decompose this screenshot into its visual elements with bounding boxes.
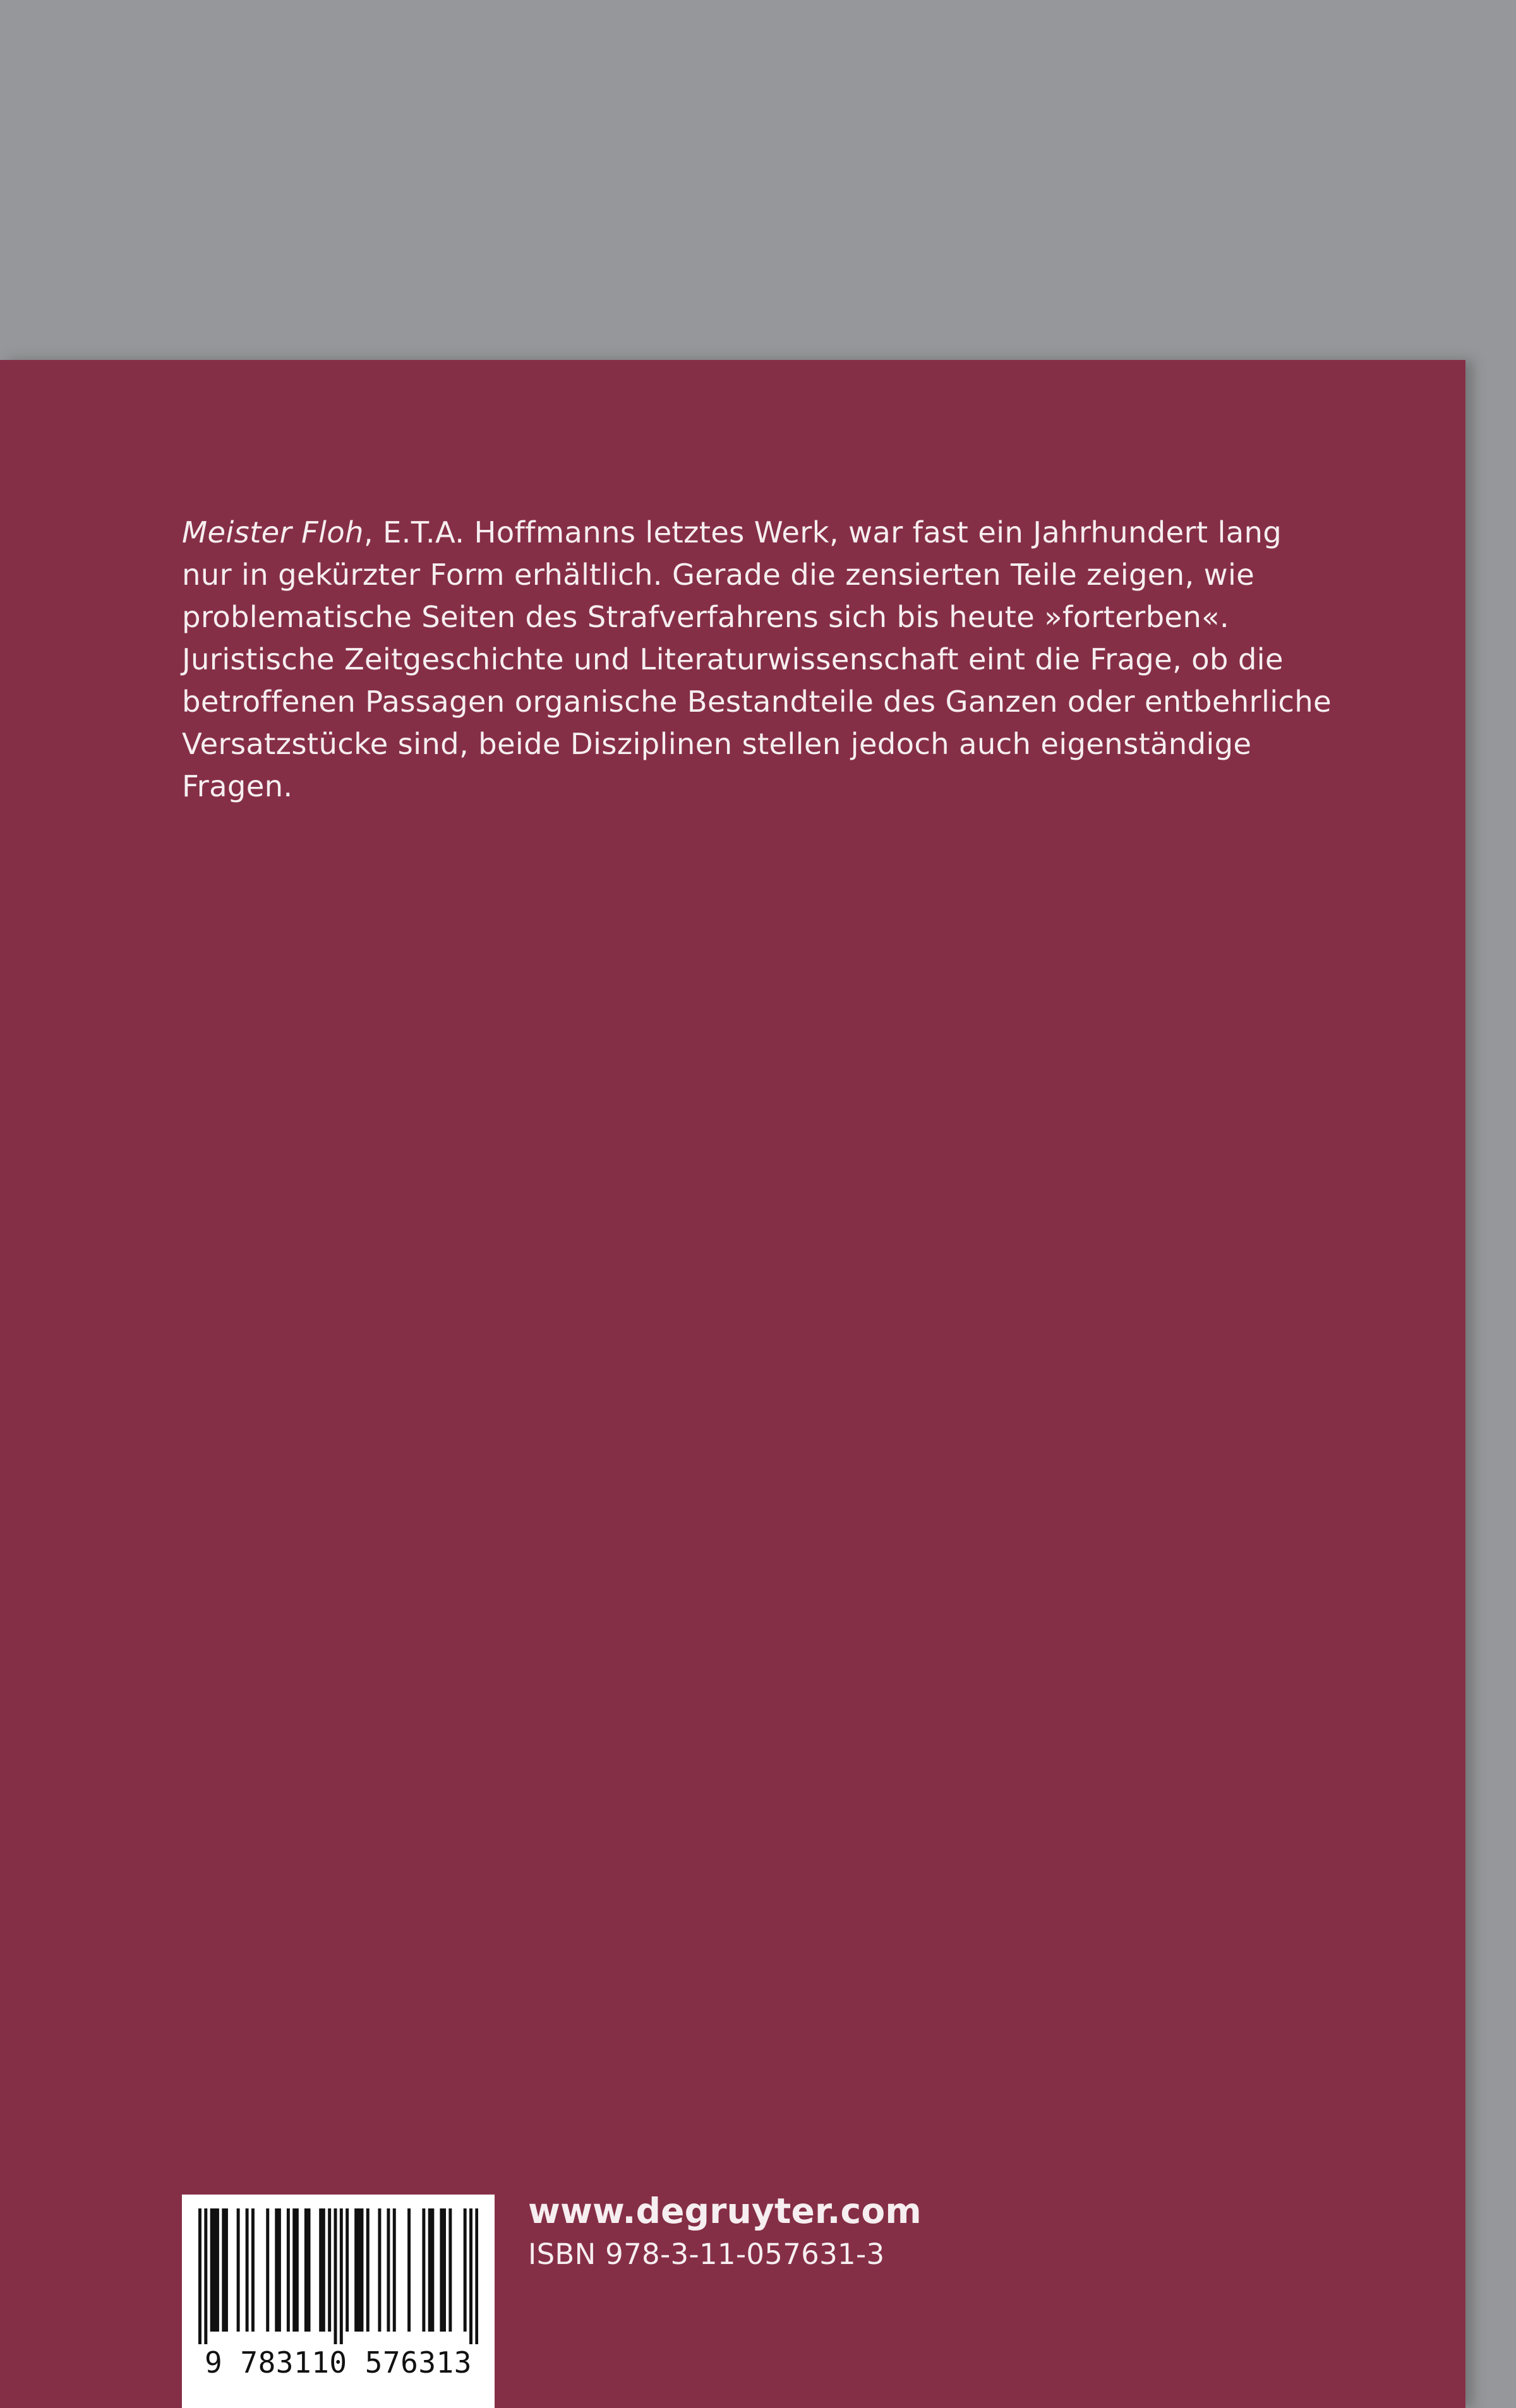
back-cover (0, 360, 1465, 2408)
barcode-bar (292, 2208, 296, 2332)
barcode-bar (448, 2208, 452, 2332)
barcode-bar (393, 2208, 396, 2332)
barcode-guard-bar (469, 2208, 472, 2344)
barcode-bar (464, 2208, 467, 2332)
publisher-website: www.degruyter.com (528, 2191, 922, 2231)
barcode-bar (216, 2208, 219, 2332)
barcode-bar (296, 2208, 299, 2332)
barcode-bar (275, 2208, 278, 2332)
barcode-bar (358, 2208, 361, 2332)
barcode-bar (407, 2208, 411, 2332)
barcode-bar (225, 2208, 228, 2332)
barcode-bar (428, 2208, 431, 2332)
barcode-digits: 9 783110 576313 (205, 2345, 472, 2380)
barcode-guard-bar (475, 2208, 478, 2344)
barcode-bar (378, 2208, 381, 2332)
barcode-guard-bar (334, 2208, 337, 2344)
barcode-bar (237, 2208, 240, 2332)
blurb-paragraph (182, 512, 1332, 808)
barcode-bar (322, 2208, 325, 2332)
barcode-bar (440, 2208, 443, 2332)
barcode-bar (387, 2208, 390, 2332)
barcode-bar (308, 2208, 311, 2332)
barcode-bar (304, 2208, 308, 2332)
barcode-bar (346, 2208, 349, 2332)
barcode-bar (422, 2208, 425, 2332)
barcode-guard-bar (340, 2208, 343, 2344)
barcode-bar (319, 2208, 322, 2332)
barcode-bar (443, 2208, 446, 2332)
barcode-bar (366, 2208, 370, 2332)
barcode-bar (222, 2208, 225, 2332)
blurb-text: , E.T.A. Hoffmanns letztes Werk, war fast ein Jahrhundert lang nur in gekürzter Form erhältlich. Gerade die zensierten Teile zeigen, wie problematische Seiten des Strafverfahrens sich bis heute »forterben«. Juristische Zeitgeschichte und Literaturwissenschaft eint die Frage, ob die betroffenen Passagen organische Bestandteile des Ganzen oder entbehrliche Versatzstücke sind, beide Disziplinen stellen jedoch auch eigenständige Fragen. (182, 515, 1332, 803)
isbn-barcode (182, 2195, 495, 2408)
barcode-bar (354, 2208, 358, 2332)
publisher-info (528, 2187, 922, 2274)
barcode-bar (278, 2208, 281, 2332)
barcode-guard-bar (198, 2208, 202, 2344)
barcode-bar (328, 2208, 331, 2332)
barcode-bar (210, 2208, 214, 2332)
barcode-bar (431, 2208, 434, 2332)
barcode-bars (198, 2208, 478, 2344)
barcode-bar (251, 2208, 255, 2332)
isbn-number: ISBN 978-3-11-057631-3 (528, 2237, 885, 2271)
barcode-bar (287, 2208, 290, 2332)
barcode-bar (266, 2208, 269, 2332)
barcode-bar (213, 2208, 216, 2332)
barcode-bar (246, 2208, 249, 2332)
barcode-bar (360, 2208, 363, 2332)
barcode-guard-bar (204, 2208, 207, 2344)
book-title: Meister Floh (182, 515, 364, 549)
